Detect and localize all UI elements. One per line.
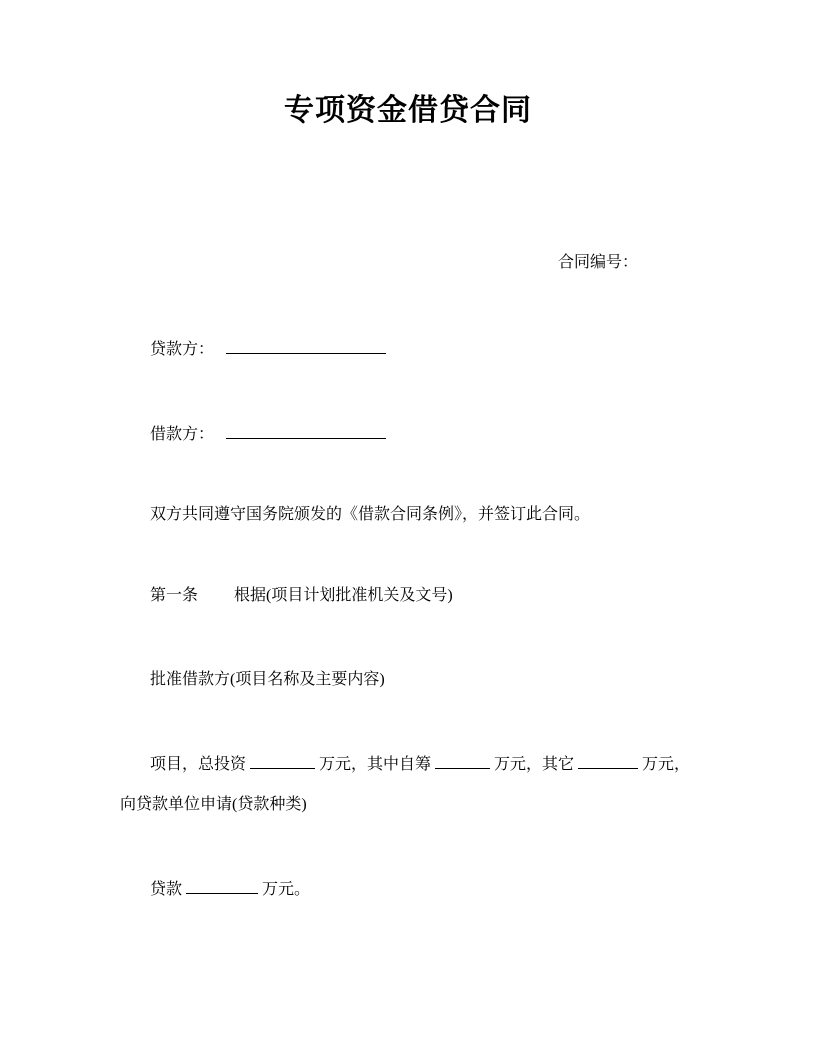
clause-1-text: 根据(项目计划批准机关及文号) (234, 587, 453, 604)
project-segment-2: 万元，其中自筹 (319, 756, 432, 773)
self-raised-blank (435, 753, 490, 769)
preamble-text: 双方共同遵守国务院颁发的《借款合同条例》，并签订此合同。 (150, 506, 591, 523)
project-segment-3: 万元，其它 (494, 756, 575, 773)
loan-application-line: 向贷款单位申请(贷款种类) (120, 796, 307, 813)
project-investment-line (150, 753, 690, 774)
contract-number-label: 合同编号： (558, 254, 639, 271)
loan-segment-post: 万元。 (262, 881, 311, 898)
clause-1-label: 第一条 (150, 587, 199, 604)
lender-label: 贷款方： (150, 341, 215, 358)
other-funds-blank (578, 753, 638, 769)
project-segment-1: 项目，总投资 (150, 756, 247, 773)
approval-line: 批准借款方(项目名称及主要内容) (150, 671, 385, 688)
borrower-fill-in-blank (226, 423, 386, 439)
lender-fill-in-blank (226, 338, 386, 354)
loan-amount-blank (186, 878, 258, 894)
document-title: 专项资金借贷合同 (284, 94, 532, 127)
loan-amount-line (150, 878, 310, 899)
project-segment-4: 万元， (642, 756, 691, 773)
lender-line (150, 338, 386, 359)
borrower-label: 借款方： (150, 426, 215, 443)
clause-1-line (150, 586, 453, 605)
loan-segment-pre: 贷款 (150, 881, 183, 898)
borrower-line (150, 423, 386, 444)
total-investment-blank (250, 753, 315, 769)
